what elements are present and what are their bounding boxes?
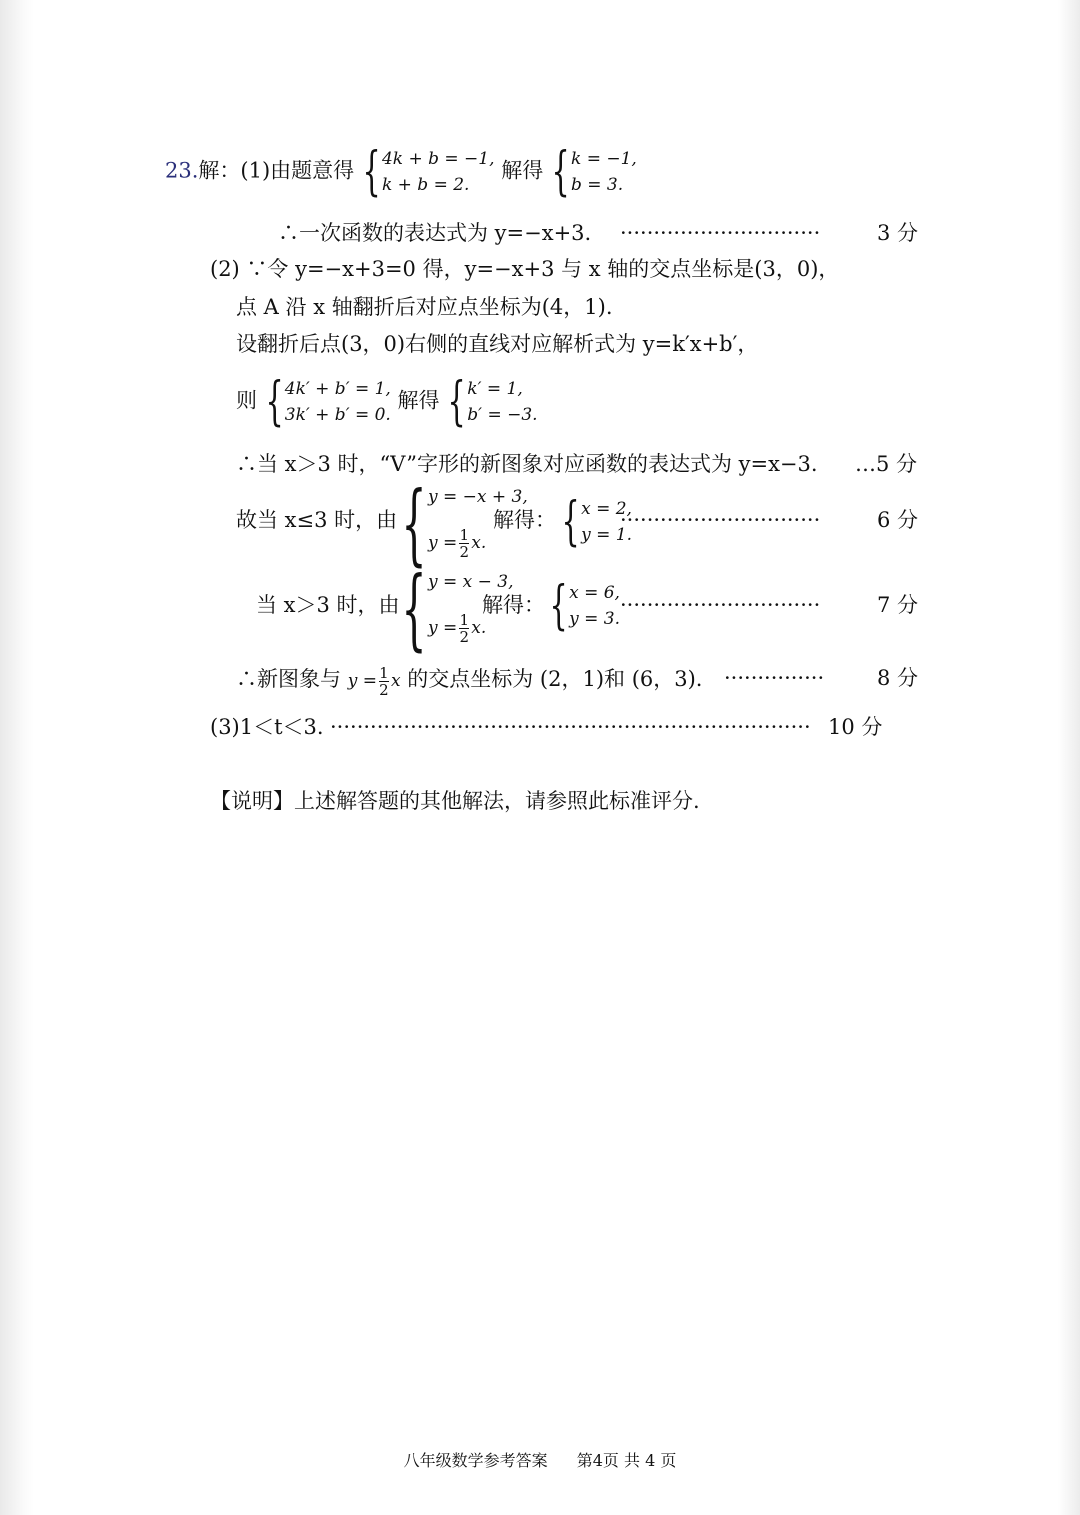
part1-label: 解：(1)由题意得 (198, 158, 355, 183)
numerator: 1 (379, 664, 389, 682)
brace-icon: { (549, 576, 568, 636)
system-eq: y = 3. (569, 609, 620, 629)
score-3: 3 分 (877, 221, 919, 245)
case2-label: 当 x＞3 时，由 (256, 593, 400, 617)
conclusion3-prefix: ∴新图象与 (236, 667, 341, 691)
score-5: …5 分 (855, 452, 918, 476)
footer-title: 八年级数学参考答案 (403, 1451, 548, 1470)
conclusion-1: ∴一次函数的表达式为 y=−x+3. (278, 221, 592, 245)
fraction (459, 612, 469, 645)
solution-system-2 (446, 372, 538, 432)
footer-page: 第4页 共 4 页 (576, 1451, 677, 1470)
numerator: 1 (459, 611, 470, 629)
dot-leader: ······························ (620, 508, 821, 532)
system-eq: x = 2, (581, 499, 632, 519)
system-eq: b = 3. (570, 175, 624, 195)
system-eq: 3k′ + b′ = 0. (284, 405, 391, 425)
system-eq: x = 6, (569, 583, 620, 603)
system-eq: 4k + b = −1, (381, 149, 495, 169)
solve-label: 解得 (397, 388, 440, 413)
page-footer (0, 1448, 1080, 1471)
part2-line1: (2) ∵令 y=−x+3=0 得，y=−x+3 与 x 轴的交点坐标是(3，0)， (210, 257, 840, 281)
system-eq: y = x − 3, (428, 572, 514, 592)
dot-leader: ······························ (620, 221, 821, 245)
dot-leader: ······························ (620, 593, 821, 617)
system-eq: k + b = 2. (381, 175, 470, 195)
denominator: 2 (459, 543, 470, 561)
brace-icon: { (401, 472, 427, 575)
system-eq: y = 1. (581, 525, 632, 545)
conclusion-3 (236, 665, 702, 698)
then-label: 则 (236, 388, 257, 413)
brace-icon: { (362, 142, 381, 202)
fraction (379, 665, 389, 698)
brace-icon: { (265, 372, 284, 432)
denominator: 2 (459, 628, 470, 646)
system-eq-frac: y = $\frac{1}{2}$ x. (428, 611, 487, 646)
case2-solution-braced (548, 576, 620, 636)
brace-icon: { (561, 492, 580, 552)
score-7: 7 分 (877, 593, 919, 617)
inline-formula: y = $\frac{1}{2}$ x (347, 664, 401, 699)
dot-leader: ········································································ (330, 715, 811, 739)
score-6: 6 分 (877, 508, 919, 532)
case1-label: 故当 x≤3 时，由 (236, 508, 398, 532)
system-eq: 4k′ + b′ = 1, (284, 379, 391, 399)
case2-solve: 解得： (482, 593, 545, 617)
solve-label: 解得 (501, 158, 544, 183)
conclusion3-suffix: 的交点坐标为 (2，1)和 (6，3). (407, 667, 703, 691)
score-10: 10 分 (828, 715, 883, 739)
system-eq: y = −x + 3, (428, 487, 528, 507)
system-eq-frac: y = $\frac{1}{2}$ x. (428, 526, 487, 561)
fraction (459, 527, 469, 560)
grading-note: 【说明】上述解答题的其他解法，请参照此标准评分. (210, 789, 700, 813)
equation-system-1 (361, 142, 495, 202)
system-eq: k = −1, (570, 149, 637, 169)
page-edge-shadow-right (1058, 0, 1080, 1515)
numerator: 1 (459, 526, 470, 544)
case2-solution (548, 576, 620, 636)
system-eq: b′ = −3. (467, 405, 538, 425)
case1-solve: 解得： (493, 508, 556, 532)
page-edge-shadow (0, 0, 34, 1515)
score-8: 8 分 (877, 666, 919, 690)
denominator: 2 (379, 681, 389, 699)
part2-line2: 点 A 沿 x 轴翻折后对应点坐标为(4，1). (236, 295, 613, 319)
conclusion-2: ∴当 x＞3 时，“V”字形的新图象对应函数的表达式为 y=x−3. (236, 452, 818, 476)
brace-icon: { (551, 142, 570, 202)
dot-leader: ··············· (724, 666, 825, 690)
equation-system-2 (264, 372, 391, 432)
question-number: 23. (165, 158, 199, 183)
part3-answer: (3)1＜t＜3. (210, 715, 324, 739)
part2-line3: 设翻折后点(3，0)右侧的直线对应解析式为 y=k′x+b′， (236, 332, 759, 356)
brace-icon: { (447, 372, 466, 432)
part2-system (236, 372, 538, 432)
q23-part1 (165, 142, 637, 202)
system-eq: k′ = 1, (467, 379, 523, 399)
solution-system-1 (550, 142, 637, 202)
brace-icon: { (401, 557, 427, 660)
